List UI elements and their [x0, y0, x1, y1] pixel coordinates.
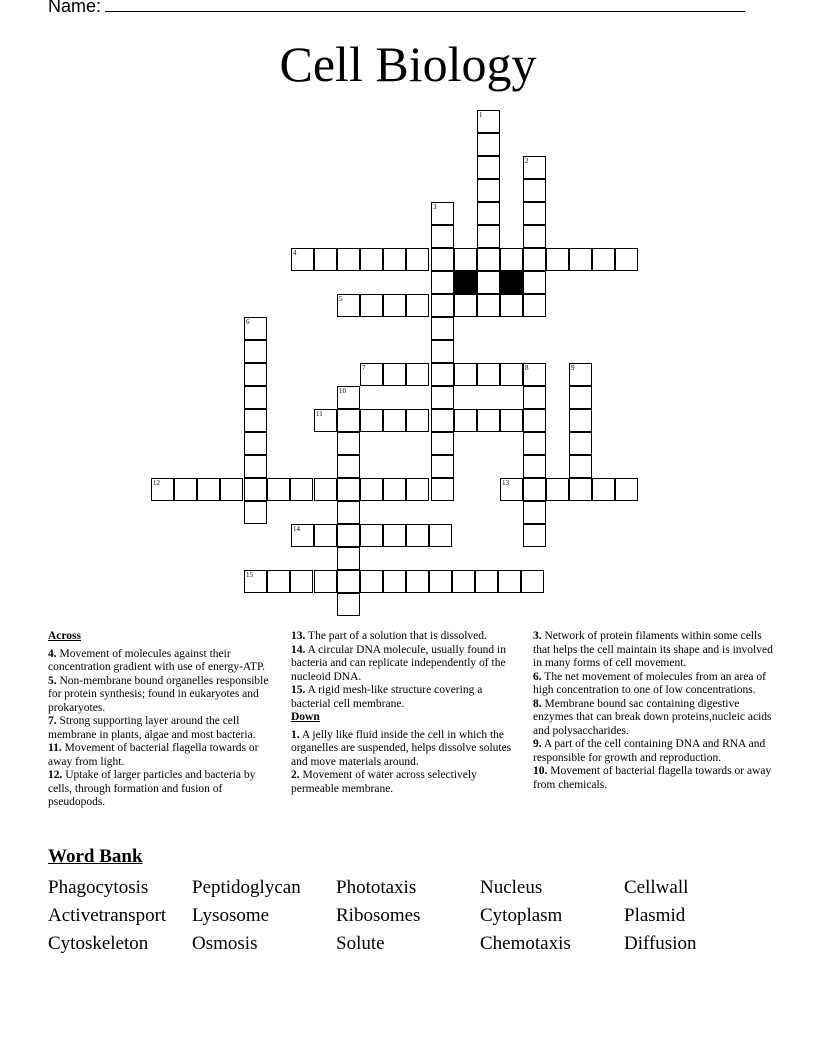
- page-title: Cell Biology: [279, 36, 537, 92]
- answer-cell[interactable]: [337, 455, 360, 478]
- answer-cell[interactable]: [523, 409, 546, 432]
- clues-column-2: [291, 630, 523, 796]
- clue-down-10: [533, 765, 773, 792]
- answer-cell[interactable]: [360, 570, 383, 593]
- clue-number: 15.: [291, 684, 306, 696]
- clue-number: 2.: [291, 769, 300, 781]
- clue-down-1: [291, 729, 523, 770]
- answer-cell[interactable]: [615, 248, 638, 271]
- clue-text: Strong supporting layer around the cell membrane in plants, algae and most bacteria.: [48, 715, 256, 741]
- answer-cell[interactable]: [429, 524, 452, 547]
- answer-cell[interactable]: [431, 409, 454, 432]
- clue-down-3: [533, 630, 773, 671]
- clue-number-label: 10: [339, 387, 346, 395]
- answer-cell[interactable]: [523, 501, 546, 524]
- clue-text: Movement of bacterial flagella towards or away from chemicals.: [533, 765, 772, 791]
- answer-cell[interactable]: [546, 248, 569, 271]
- word-bank-item: Plasmid: [624, 905, 686, 926]
- answer-cell[interactable]: [406, 409, 429, 432]
- answer-cell[interactable]: [314, 570, 337, 593]
- answer-cell[interactable]: [454, 294, 477, 317]
- answer-cell[interactable]: [431, 317, 454, 340]
- answer-cell[interactable]: [569, 455, 592, 478]
- answer-cell[interactable]: [244, 501, 267, 524]
- clue-text: Network of protein filaments within some cells that helps the cell maintain its shape and is involved in many forms of cell movement.: [533, 630, 773, 669]
- answer-cell[interactable]: [523, 202, 546, 225]
- clue-down-8: [533, 698, 773, 739]
- answer-cell[interactable]: [383, 409, 406, 432]
- answer-cell[interactable]: [244, 317, 267, 340]
- answer-cell[interactable]: [314, 409, 337, 432]
- answer-cell[interactable]: [406, 363, 429, 386]
- answer-cell[interactable]: [383, 363, 406, 386]
- answer-cell[interactable]: [197, 478, 220, 501]
- answer-cell[interactable]: [314, 248, 337, 271]
- clue-number-label: 11: [316, 410, 323, 418]
- word-bank-item: Solute: [336, 933, 385, 954]
- clue-number: 14.: [291, 643, 306, 656]
- clue-number-label: 6: [246, 318, 250, 326]
- across-heading: Across: [48, 630, 82, 642]
- word-bank-item: Osmosis: [192, 933, 258, 954]
- answer-cell[interactable]: [337, 248, 360, 271]
- answer-cell[interactable]: [431, 294, 454, 317]
- clues-column-1: [48, 630, 280, 810]
- answer-cell[interactable]: [360, 478, 383, 501]
- answer-cell[interactable]: [429, 570, 452, 593]
- answer-cell[interactable]: [477, 363, 500, 386]
- clue-number-label: 5: [339, 295, 343, 303]
- answer-cell[interactable]: [337, 409, 360, 432]
- answer-cell[interactable]: [383, 478, 406, 501]
- answer-cell[interactable]: [431, 386, 454, 409]
- answer-cell[interactable]: [406, 478, 429, 501]
- answer-cell[interactable]: [500, 409, 523, 432]
- word-bank-item: Cellwall: [624, 877, 689, 898]
- clue-across-15: [291, 684, 523, 711]
- answer-cell[interactable]: [477, 202, 500, 225]
- answer-cell[interactable]: [454, 409, 477, 432]
- answer-cell[interactable]: [337, 593, 360, 616]
- clue-text: A circular DNA molecule, usually found in bacteria and can replicate independently of the nucleoid DNA.: [291, 643, 506, 683]
- answer-cell[interactable]: [523, 386, 546, 409]
- answer-cell[interactable]: [569, 386, 592, 409]
- word-bank-item: Chemotaxis: [480, 933, 571, 954]
- answer-cell[interactable]: [244, 363, 267, 386]
- answer-cell[interactable]: [267, 478, 290, 501]
- answer-cell[interactable]: [431, 478, 454, 501]
- answer-cell[interactable]: [523, 225, 546, 248]
- answer-cell[interactable]: [431, 340, 454, 363]
- answer-cell[interactable]: [477, 179, 500, 202]
- clue-across-14: [291, 644, 523, 685]
- answer-cell[interactable]: [523, 156, 546, 179]
- answer-cell[interactable]: [337, 570, 360, 593]
- answer-cell[interactable]: [500, 248, 523, 271]
- answer-cell[interactable]: [244, 432, 267, 455]
- down-heading: Down: [291, 711, 320, 723]
- clue-number-label: 1: [479, 111, 483, 119]
- answer-cell[interactable]: [477, 225, 500, 248]
- word-bank-item: Phagocytosis: [48, 877, 149, 898]
- answer-cell[interactable]: [244, 386, 267, 409]
- clue-across-11: [48, 742, 280, 769]
- answer-cell[interactable]: [523, 294, 546, 317]
- answer-cell[interactable]: [431, 248, 454, 271]
- answer-cell[interactable]: [314, 478, 337, 501]
- answer-cell[interactable]: [151, 478, 174, 501]
- clues-column-3: [533, 630, 773, 792]
- answer-cell[interactable]: [290, 570, 313, 593]
- clue-number-label: 2: [525, 157, 529, 165]
- clue-text: Movement of molecules against their concentration gradient with use of energy-ATP.: [48, 647, 265, 673]
- answer-cell[interactable]: [360, 248, 383, 271]
- answer-cell[interactable]: [523, 432, 546, 455]
- answer-cell[interactable]: [592, 478, 615, 501]
- answer-cell[interactable]: [523, 363, 546, 386]
- answer-cell[interactable]: [431, 363, 454, 386]
- answer-cell[interactable]: [477, 409, 500, 432]
- answer-cell[interactable]: [244, 478, 267, 501]
- clue-number: 6.: [533, 670, 542, 683]
- answer-cell[interactable]: [569, 478, 592, 501]
- clue-number-label: 15: [246, 571, 253, 579]
- answer-cell[interactable]: [337, 386, 360, 409]
- answer-cell[interactable]: [477, 248, 500, 271]
- clue-text: The part of a solution that is dissolved.: [308, 630, 487, 642]
- answer-cell[interactable]: [498, 570, 521, 593]
- clue-number-label: 4: [293, 249, 297, 257]
- answer-cell[interactable]: [546, 478, 569, 501]
- clue-number: 11.: [48, 742, 62, 754]
- answer-cell[interactable]: [360, 409, 383, 432]
- clue-number-label: 7: [362, 364, 366, 372]
- answer-cell[interactable]: [291, 248, 314, 271]
- answer-cell[interactable]: [406, 570, 429, 593]
- clue-number: 9.: [533, 738, 542, 750]
- answer-cell[interactable]: [431, 455, 454, 478]
- answer-cell[interactable]: [220, 478, 243, 501]
- answer-cell[interactable]: [244, 455, 267, 478]
- answer-cell[interactable]: [569, 409, 592, 432]
- name-label: Name:: [48, 0, 102, 16]
- answer-cell[interactable]: [360, 363, 383, 386]
- answer-cell[interactable]: [431, 225, 454, 248]
- answer-cell[interactable]: [477, 156, 500, 179]
- clue-across-7: [48, 715, 280, 742]
- answer-cell[interactable]: [406, 524, 429, 547]
- clue-number-label: 12: [153, 479, 160, 487]
- clue-number-label: 13: [502, 479, 509, 487]
- answer-cell[interactable]: [383, 248, 406, 271]
- clue-across-4: [48, 648, 280, 675]
- clue-number: 1.: [291, 728, 300, 741]
- clue-text: Membrane bound sac containing digestive enzymes that can break down proteins,nucleic acids and polysaccharides.: [533, 697, 772, 737]
- answer-cell[interactable]: [592, 248, 615, 271]
- clue-number: 8.: [533, 697, 542, 710]
- clue-number-label: 3: [433, 203, 437, 211]
- word-bank-item: Peptidoglycan: [192, 877, 301, 898]
- clue-number: 5.: [48, 674, 57, 687]
- answer-cell[interactable]: [454, 363, 477, 386]
- answer-cell[interactable]: [244, 409, 267, 432]
- answer-cell[interactable]: [454, 248, 477, 271]
- answer-cell[interactable]: [406, 294, 429, 317]
- clue-number: 13.: [291, 630, 306, 642]
- answer-cell[interactable]: [337, 432, 360, 455]
- answer-cell[interactable]: [569, 363, 592, 386]
- clue-number-label: 14: [293, 525, 300, 533]
- word-bank-title: Word Bank: [48, 846, 143, 867]
- answer-cell[interactable]: [337, 501, 360, 524]
- word-bank-item: Cytoskeleton: [48, 933, 149, 954]
- answer-cell[interactable]: [290, 478, 313, 501]
- answer-cell[interactable]: [477, 110, 500, 133]
- answer-cell[interactable]: [500, 478, 523, 501]
- answer-cell[interactable]: [615, 478, 638, 501]
- answer-cell[interactable]: [521, 570, 544, 593]
- answer-cell[interactable]: [431, 432, 454, 455]
- clue-text: Non-membrane bound organelles responsible for protein synthesis; found in eukaryotes and prokaryotes.: [48, 674, 269, 714]
- answer-cell[interactable]: [244, 340, 267, 363]
- clue-number: 3.: [533, 630, 542, 642]
- answer-cell[interactable]: [267, 570, 290, 593]
- clue-number: 4.: [48, 647, 57, 660]
- answer-cell[interactable]: [477, 271, 500, 294]
- answer-cell[interactable]: [523, 455, 546, 478]
- clue-number: 10.: [533, 765, 548, 777]
- clue-text: Uptake of larger particles and bacteria by cells, through formation and fusion of pseudopods.: [48, 769, 256, 808]
- answer-cell[interactable]: [452, 570, 475, 593]
- answer-cell[interactable]: [337, 524, 360, 547]
- answer-cell[interactable]: [500, 363, 523, 386]
- word-bank-item: Phototaxis: [336, 877, 417, 898]
- clue-across-13: [291, 630, 523, 644]
- answer-cell[interactable]: [569, 248, 592, 271]
- clue-across-12: [48, 769, 280, 810]
- answer-cell[interactable]: [523, 478, 546, 501]
- answer-cell[interactable]: [569, 432, 592, 455]
- answer-cell[interactable]: [477, 133, 500, 156]
- answer-cell[interactable]: [383, 524, 406, 547]
- answer-cell[interactable]: [523, 179, 546, 202]
- word-bank-item: Diffusion: [624, 933, 697, 954]
- clue-text: A jelly like fluid inside the cell in which the organelles are suspended, helps dissolve solutes and move materials around.: [291, 728, 512, 768]
- answer-cell[interactable]: [337, 294, 360, 317]
- answer-cell[interactable]: [477, 294, 500, 317]
- clue-down-9: [533, 738, 773, 765]
- word-bank: [48, 874, 768, 958]
- clue-text: Movement of bacterial flagella towards or away from light.: [48, 742, 259, 768]
- answer-cell[interactable]: [475, 570, 498, 593]
- clue-down-2: [291, 769, 523, 796]
- answer-cell[interactable]: [406, 248, 429, 271]
- answer-cell[interactable]: [431, 271, 454, 294]
- answer-cell[interactable]: [523, 248, 546, 271]
- clue-number: 12.: [48, 769, 63, 781]
- clue-number-label: 9: [571, 364, 575, 372]
- clue-number-label: 8: [525, 364, 529, 372]
- word-bank-item: Cytoplasm: [480, 905, 563, 926]
- answer-cell[interactable]: [383, 570, 406, 593]
- answer-cell[interactable]: [431, 202, 454, 225]
- clue-text: A part of the cell containing DNA and RNA and responsible for growth and reproduction.: [533, 738, 766, 764]
- answer-cell[interactable]: [360, 524, 383, 547]
- word-bank-item: Nucleus: [480, 877, 543, 898]
- clue-down-6: [533, 671, 773, 698]
- answer-cell[interactable]: [337, 478, 360, 501]
- clue-text: A rigid mesh-like structure covering a bacterial cell membrane.: [291, 684, 483, 710]
- black-cell: [500, 271, 523, 294]
- clue-text: The net movement of molecules from an area of high concentration to one of low concentrations.: [533, 670, 766, 696]
- answer-cell[interactable]: [314, 524, 337, 547]
- answer-cell[interactable]: [523, 524, 546, 547]
- answer-cell[interactable]: [244, 570, 267, 593]
- answer-cell[interactable]: [383, 294, 406, 317]
- word-bank-item: Activetransport: [48, 905, 167, 926]
- answer-cell[interactable]: [337, 547, 360, 570]
- answer-cell[interactable]: [500, 294, 523, 317]
- black-cell: [454, 271, 477, 294]
- answer-cell[interactable]: [360, 294, 383, 317]
- clue-text: Movement of water across selectively permeable membrane.: [291, 769, 477, 795]
- answer-cell[interactable]: [174, 478, 197, 501]
- clue-number: 7.: [48, 715, 57, 727]
- word-bank-item: Lysosome: [192, 905, 270, 926]
- answer-cell[interactable]: [291, 524, 314, 547]
- answer-cell[interactable]: [523, 271, 546, 294]
- clue-across-5: [48, 675, 280, 716]
- word-bank-item: Ribosomes: [336, 905, 421, 926]
